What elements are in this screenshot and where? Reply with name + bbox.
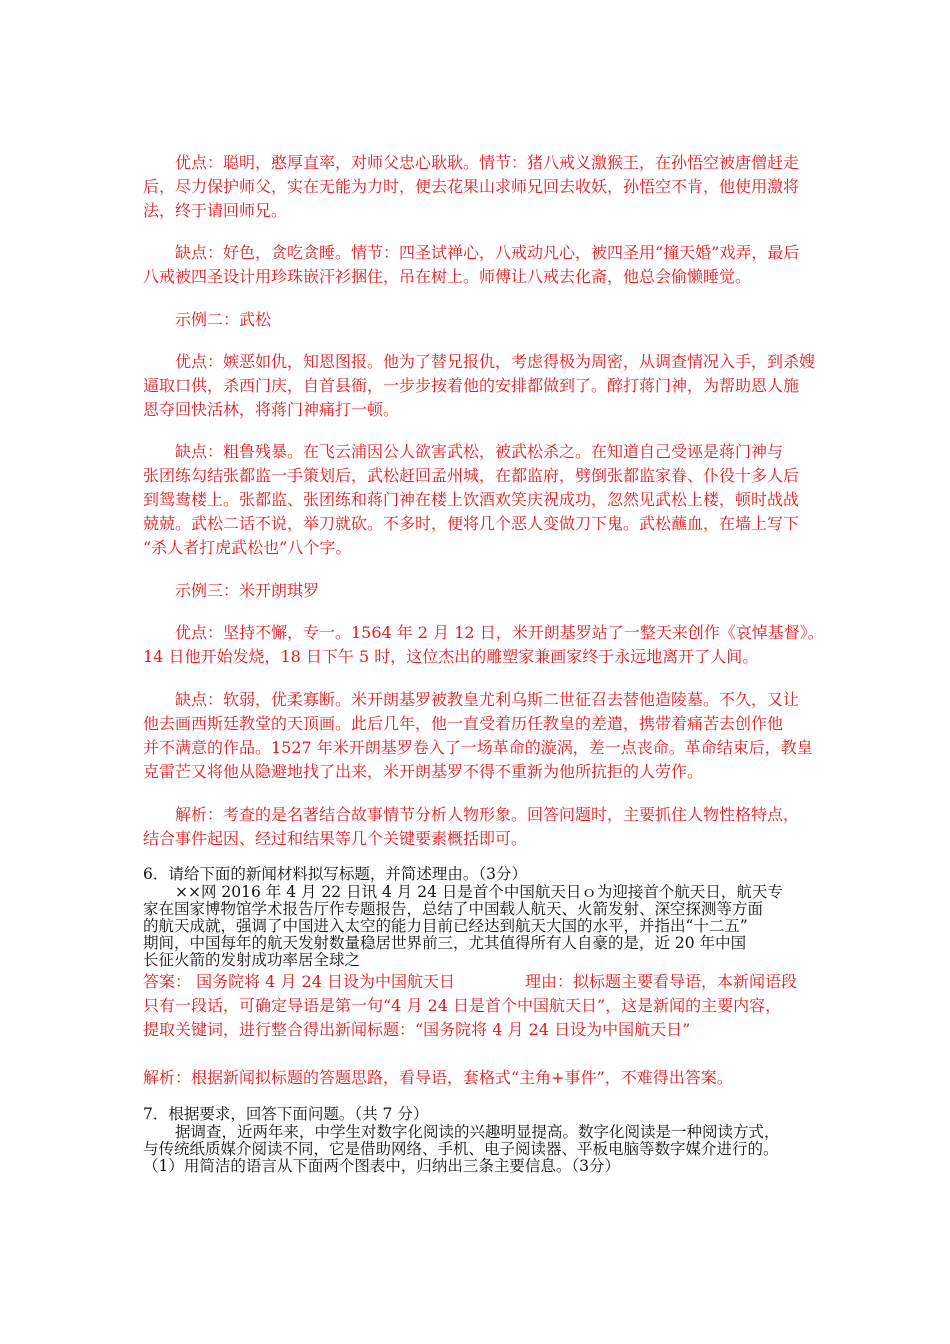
mk-pros-line-2: 14 日他开始发烧，18 日下午 5 时，这位杰出的雕塑家兼画家终于永远地离开了人间。 bbox=[143, 647, 759, 666]
mk-cons-line-2: 他去画西斯廷教堂的天顶画。此后几年，他一直受着历任教皇的差遣，携带着痛苦去创作他 bbox=[143, 714, 784, 733]
example-3-title: 示例三：米开朗琪罗 bbox=[175, 581, 320, 600]
q6-news-line-3: 的航天成就，强调了中国进入太空的能力目前已经达到航天大国的水平，并指出“十二五” bbox=[143, 917, 748, 935]
q6-answer-reason: 理由：拟标题主要看导语，本新闻语段 bbox=[524, 972, 797, 991]
q6-answer-line-1 bbox=[143, 970, 797, 994]
q6-news-line-5: 长征火箭的发射成功率居全球之 bbox=[143, 951, 361, 969]
ws-pros-line-2: 逼取口供，杀西门庆，自首县衙，一步步按着他的安排都做到了。醉打蒋门神，为帮助恩人施 bbox=[143, 376, 800, 395]
q6-news-line-4: 期间，中国每年的航天发射数量稳居世界前三，尤其值得所有人自豪的是，近 20 年中国 bbox=[143, 934, 747, 952]
q6-answer-line-3: 提取关键词，进行整合得出新闻标题：“国务院将 4 月 24 日设为中国航天日” bbox=[143, 1020, 691, 1039]
zbj-cons-line-1: 缺点：好色，贪吃贪睡。情节：四圣试禅心，八戒动凡心，被四圣用“撞天婚”戏弄，最后 bbox=[175, 243, 800, 262]
ws-cons-line-2: 张团练勾结张都监一手策划后，武松赶回孟州城，在都监府，劈倒张都监家眷、仆役十多人后 bbox=[143, 466, 800, 485]
q7-title: 7．根据要求，回答下面问题。（共 7 分） bbox=[143, 1105, 429, 1123]
zbj-pros-line-2: 后，尽力保护师父，实在无能为力时，便去花果山求师兄回去收妖，孙悟空不肯，他使用激将 bbox=[143, 177, 800, 196]
q7-subquestion-1: （1）用简洁的语言从下面两个图表中，归纳出三条主要信息。（3分） bbox=[143, 1157, 620, 1175]
q5-analysis-line-1: 解析：考查的是名著结合故事情节分析人物形象。回答问题时，主要抓住人物性格特点， bbox=[175, 805, 800, 824]
q6-news-line-1: ××网 2016 年 4 月 22 日讯 4 月 24 日是首个中国航天日ｏ为迎接首个航天日，航天专 bbox=[175, 883, 783, 901]
mk-cons-line-1: 缺点：软弱，优柔寡断。米开朗基罗被教皇尤利乌斯二世征召去替他造陵墓。不久，又让 bbox=[175, 690, 800, 709]
example-2-title: 示例二：武松 bbox=[175, 310, 272, 329]
q6-answer-line-2: 只有一段话，可确定导语是第一句“4 月 24 日是首个中国航天日”，这是新闻的主要内容， bbox=[143, 996, 782, 1015]
mk-cons-line-3: 并不满意的作品。1527 年米开朗基罗卷入了一场革命的漩涡，差一点丧命。革命结束后，教皇 bbox=[143, 738, 813, 757]
ws-pros-line-1: 优点：嫉恶如仇，知恩图报。他为了替兄报仇，考虑得极为周密，从调查情况入手，到杀嫂 bbox=[175, 352, 816, 371]
mk-cons-line-4: 克雷芒又将他从隐避地找了出来，米开朗基罗不得不重新为他所抗拒的人劳作。 bbox=[143, 762, 704, 781]
q6-analysis: 解析：根据新闻拟标题的答题思路，看导语，套格式“主角+事件”，不难得出答案。 bbox=[143, 1068, 733, 1087]
q7-body-line-1: 据调查，近两年来，中学生对数字化阅读的兴趣明显提高。数字化阅读是一种阅读方式， bbox=[175, 1123, 780, 1141]
zbj-cons-line-2: 八戒被四圣设计用珍珠嵌汗衫捆住，吊在树上。师傅让八戒去化斋，他总会偷懒睡觉。 bbox=[143, 267, 752, 286]
ws-cons-line-1: 缺点：粗鲁残暴。在飞云浦因公人欲害武松，被武松杀之。在知道自己受诬是蒋门神与 bbox=[175, 442, 784, 461]
q6-news-line-2: 家在国家博物馆学术报告厅作专题报告，总结了中国载人航天、火箭发射、深空探测等方面 bbox=[143, 900, 764, 918]
q6-answer-title: 答案： 国务院将 4 月 24 日设为中国航天日 bbox=[143, 972, 455, 991]
ws-cons-line-4: 兢兢。武松二话不说，举刀就砍。不多时，便将几个恶人变做刀下鬼。武松蘸血，在墙上写下 bbox=[143, 514, 800, 533]
q5-analysis-line-2: 结合事件起因、经过和结果等几个关键要素概括即可。 bbox=[143, 829, 528, 848]
ws-pros-line-3: 恩夺回快活林，将蒋门神痛打一顿。 bbox=[143, 400, 400, 419]
q6-title: 6．请给下面的新闻材料拟写标题，并简述理由。（3分） bbox=[143, 865, 527, 883]
ws-cons-line-3: 到鸳鸯楼上。张都监、张团练和蒋门神在楼上饮酒欢笑庆祝成功，忽然见武松上楼，顿时战战 bbox=[143, 490, 800, 509]
ws-cons-line-5: “杀人者打虎武松也”八个字。 bbox=[143, 538, 352, 557]
mk-pros-line-1: 优点：坚持不懈，专一。1564 年 2 月 12 日，米开朗基罗站了一整天来创作《哀悼基督》。 bbox=[175, 623, 824, 642]
q7-body-line-2: 与传统纸质媒介阅读不同，它是借助网络、手机、电子阅读器、平板电脑等数字媒介进行的。 bbox=[143, 1140, 779, 1158]
zbj-pros-line-3: 法，终于请回师兄。 bbox=[143, 201, 288, 220]
zbj-pros-line-1: 优点：聪明，憨厚直率，对师父忠心耿耿。情节：猪八戒义激猴王，在孙悟空被唐僧赶走 bbox=[175, 153, 800, 172]
